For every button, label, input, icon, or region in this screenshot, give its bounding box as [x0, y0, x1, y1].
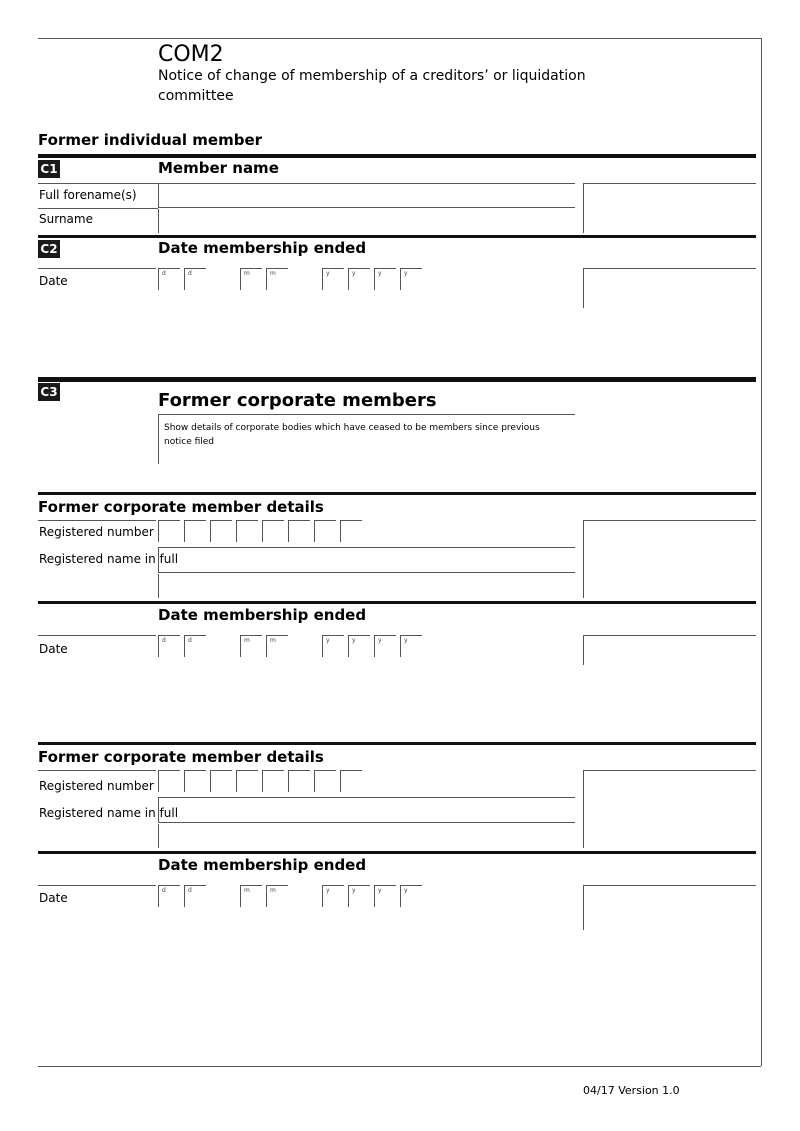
date-digit-input[interactable] — [400, 885, 422, 907]
side-notes-box — [583, 520, 756, 598]
date-membership-ended-title: Date membership ended — [158, 856, 367, 874]
surname-label: Surname — [39, 212, 93, 226]
c3-title: Former corporate members — [158, 390, 437, 411]
page-right-rule — [761, 38, 762, 1066]
reg-number-digit-input[interactable] — [184, 770, 206, 792]
date-digit-input[interactable] — [322, 635, 344, 657]
row-rule — [38, 635, 156, 636]
date-digit-input[interactable] — [322, 268, 344, 290]
section-rule — [38, 851, 756, 854]
page-top-rule — [38, 38, 761, 39]
date-digit-placeholder: m — [270, 270, 276, 277]
reg-number-digit-input[interactable] — [288, 770, 310, 792]
row-rule — [158, 414, 575, 415]
side-notes-box — [583, 885, 756, 930]
c2-badge: C2 — [38, 240, 60, 258]
row-rule — [38, 520, 156, 521]
date-digit-input[interactable] — [374, 268, 396, 290]
reg-name-input-line1[interactable] — [158, 798, 575, 823]
reg-number-digit-input[interactable] — [340, 770, 362, 792]
reg-number-digit-input[interactable] — [210, 520, 232, 542]
row-rule — [38, 885, 156, 886]
side-notes-box — [583, 770, 756, 848]
date-digit-placeholder: d — [162, 270, 166, 277]
date-digit-placeholder: d — [162, 887, 166, 894]
reg-number-digit-input[interactable] — [340, 520, 362, 542]
date-digit-placeholder: y — [352, 637, 356, 644]
section-rule — [38, 601, 756, 604]
date-digit-placeholder: m — [244, 887, 250, 894]
date-digit-placeholder: y — [326, 887, 330, 894]
side-notes-box — [583, 635, 756, 665]
row-rule — [38, 770, 156, 771]
date-digit-input[interactable] — [184, 635, 206, 657]
date-digit-placeholder: y — [378, 270, 382, 277]
date-digit-placeholder: y — [404, 270, 408, 277]
surname-input[interactable] — [158, 209, 575, 233]
date-digit-input[interactable] — [240, 885, 262, 907]
date-digit-input[interactable] — [374, 885, 396, 907]
date-membership-ended-title: Date membership ended — [158, 606, 367, 624]
date-digit-placeholder: y — [326, 270, 330, 277]
reg-number-digit-input[interactable] — [262, 520, 284, 542]
date-digit-input[interactable] — [158, 635, 180, 657]
reg-number-digit-input[interactable] — [210, 770, 232, 792]
reg-number-label: Registered number — [39, 525, 154, 539]
instruction-rule — [158, 415, 159, 464]
side-notes-box — [583, 268, 756, 308]
c2-title: Date membership ended — [158, 239, 367, 257]
date-label: Date — [39, 642, 68, 656]
date-digit-placeholder: y — [378, 887, 382, 894]
date-digit-input[interactable] — [400, 268, 422, 290]
row-rule — [38, 208, 158, 209]
date-digit-input[interactable] — [348, 268, 370, 290]
reg-number-digit-input[interactable] — [262, 770, 284, 792]
date-digit-placeholder: m — [270, 887, 276, 894]
date-digit-placeholder: d — [188, 887, 192, 894]
reg-number-digit-input[interactable] — [236, 770, 258, 792]
date-digit-placeholder: m — [270, 637, 276, 644]
date-digit-input[interactable] — [240, 268, 262, 290]
date-digit-input[interactable] — [266, 885, 288, 907]
c1-badge: C1 — [38, 160, 60, 178]
section-rule — [38, 492, 756, 495]
date-digit-input[interactable] — [266, 268, 288, 290]
c3-instruction-line1: Show details of corporate bodies which have ceased to be members since previous — [164, 423, 540, 433]
section-rule — [38, 235, 756, 238]
reg-number-digit-input[interactable] — [158, 770, 180, 792]
date-digit-placeholder: d — [188, 637, 192, 644]
date-digit-placeholder: y — [326, 637, 330, 644]
form-title-line2: committee — [158, 88, 234, 104]
side-notes-box — [583, 183, 756, 233]
forenames-label: Full forename(s) — [39, 188, 137, 202]
reg-name-input-line2[interactable] — [158, 574, 575, 598]
c3-instruction-line2: notice filed — [164, 437, 215, 447]
row-rule — [38, 268, 156, 269]
reg-number-digit-input[interactable] — [288, 520, 310, 542]
corporate-member-heading: Former corporate member details — [38, 498, 324, 516]
date-digit-input[interactable] — [184, 268, 206, 290]
date-digit-input[interactable] — [322, 885, 344, 907]
date-label: Date — [39, 274, 68, 288]
reg-name-input-line1[interactable] — [158, 548, 575, 573]
date-digit-placeholder: y — [352, 887, 356, 894]
section-heading-individual: Former individual member — [38, 131, 263, 149]
reg-number-digit-input[interactable] — [314, 770, 336, 792]
date-digit-input[interactable] — [266, 635, 288, 657]
corporate-member-heading: Former corporate member details — [38, 748, 324, 766]
date-digit-placeholder: d — [188, 270, 192, 277]
form-code: COM2 — [158, 42, 224, 67]
date-digit-placeholder: d — [162, 637, 166, 644]
forenames-input[interactable] — [158, 184, 575, 208]
c3-badge: C3 — [38, 383, 60, 401]
version-footer: 04/17 Version 1.0 — [583, 1084, 680, 1097]
section-rule — [38, 154, 756, 158]
section-rule — [38, 742, 756, 745]
form-title-line1: Notice of change of membership of a creditors’ or liquidation — [158, 68, 586, 84]
date-digit-placeholder: y — [404, 887, 408, 894]
date-digit-input[interactable] — [374, 635, 396, 657]
date-digit-input[interactable] — [240, 635, 262, 657]
reg-number-digit-input[interactable] — [158, 520, 180, 542]
date-label: Date — [39, 891, 68, 905]
date-digit-placeholder: m — [244, 637, 250, 644]
c1-title: Member name — [158, 159, 279, 177]
page-bottom-rule — [38, 1066, 761, 1067]
section-rule — [38, 377, 756, 382]
date-digit-placeholder: y — [378, 637, 382, 644]
date-digit-input[interactable] — [184, 885, 206, 907]
date-digit-input[interactable] — [158, 885, 180, 907]
reg-number-digit-input[interactable] — [236, 520, 258, 542]
date-digit-input[interactable] — [348, 635, 370, 657]
reg-number-digit-input[interactable] — [184, 520, 206, 542]
date-digit-placeholder: y — [352, 270, 356, 277]
date-digit-placeholder: y — [404, 637, 408, 644]
reg-name-label: Registered name in full — [39, 806, 179, 820]
reg-number-label: Registered number — [39, 779, 154, 793]
date-digit-placeholder: m — [244, 270, 250, 277]
reg-name-label: Registered name in full — [39, 552, 179, 566]
reg-number-digit-input[interactable] — [314, 520, 336, 542]
date-digit-input[interactable] — [348, 885, 370, 907]
date-digit-input[interactable] — [400, 635, 422, 657]
reg-name-input-line2[interactable] — [158, 824, 575, 848]
date-digit-input[interactable] — [158, 268, 180, 290]
